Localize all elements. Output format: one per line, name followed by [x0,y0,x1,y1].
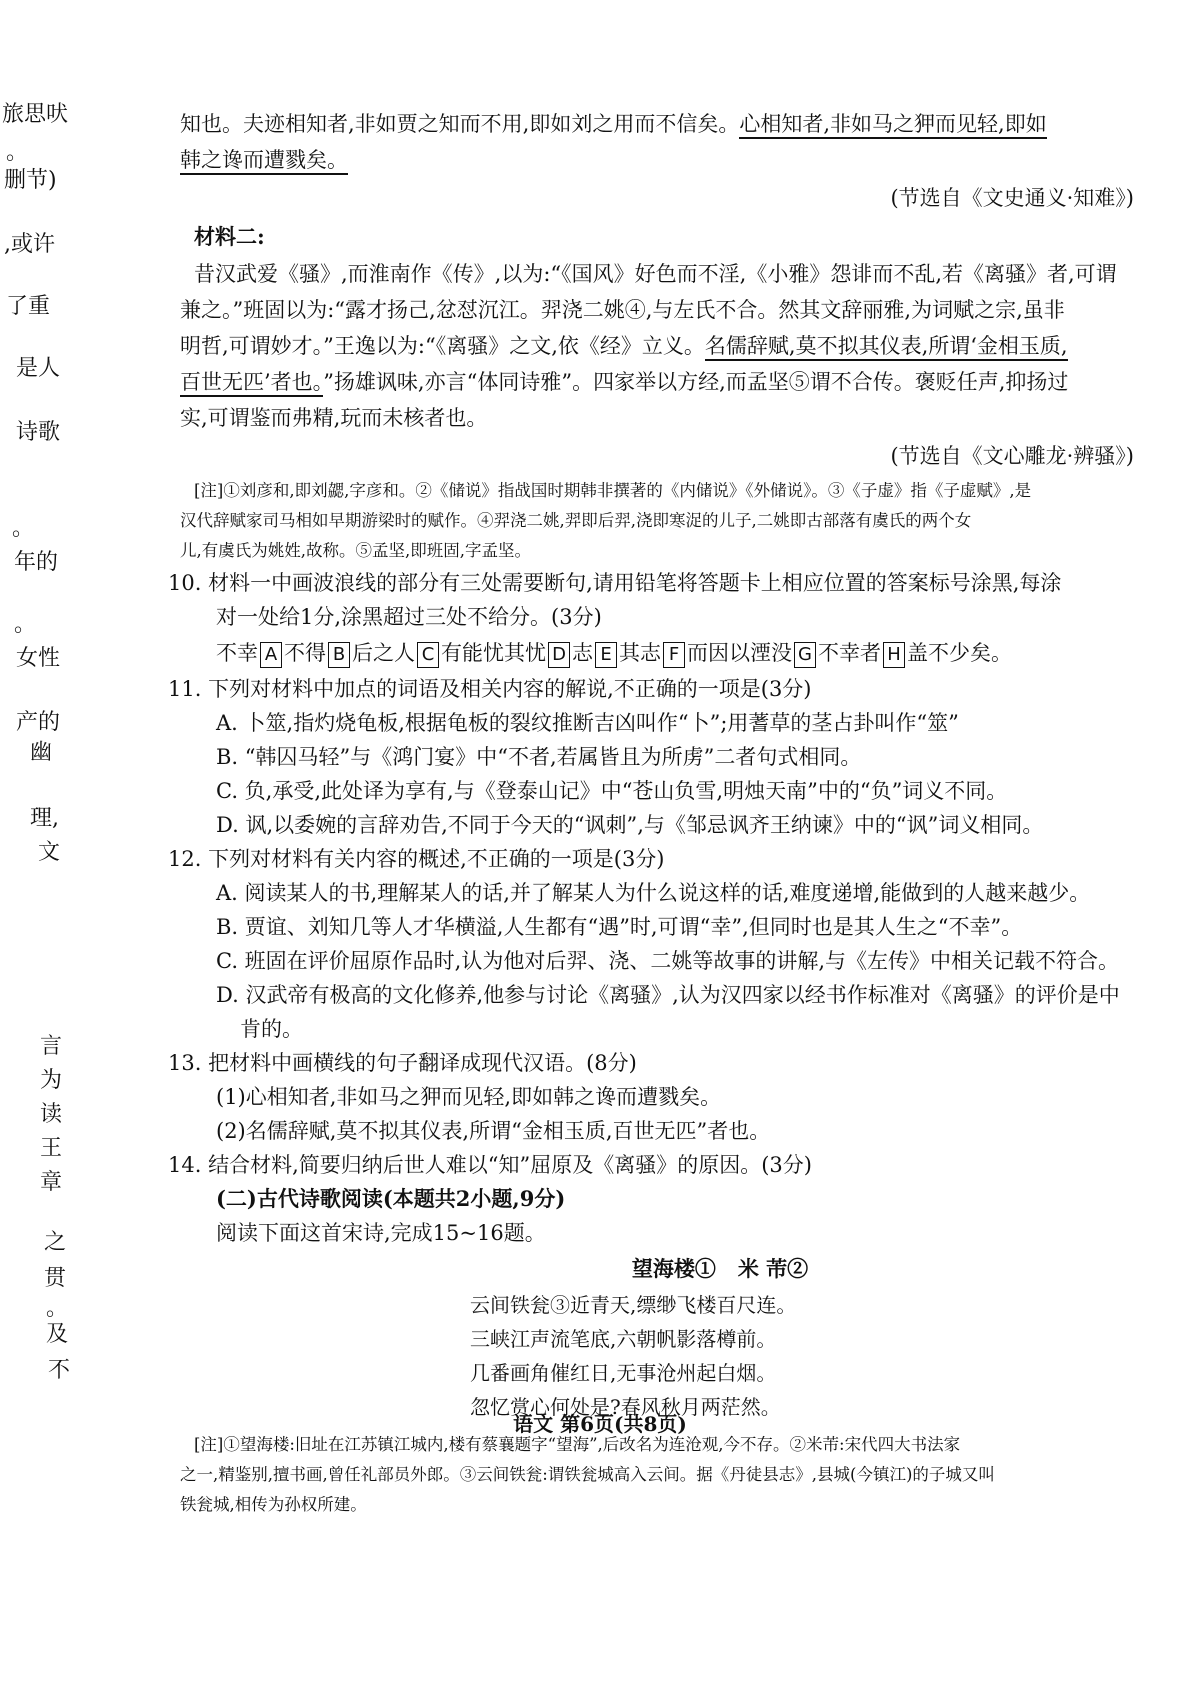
note-line: 儿,有虞氏为姚姓,故称。⑤孟坚,即班固,字孟坚。 [180,541,531,560]
note-line: [注]①刘彦和,即刘勰,字彦和。②《储说》指战国时期韩非撰著的《内储说》《外储说》。③《子虚》指《子虚赋》,是 [194,481,1032,500]
underlined-sentence: 心相知者,非如马之狎而见轻,即如 [739,112,1046,139]
margin-fragment: 读 [40,1102,63,1127]
underlined-sentence: 韩之谗而遭戮矣。 [180,148,348,175]
segment-text: 不幸者 [818,641,881,665]
question-10-stem-cont: 对一处给1分,涂黑超过三处不给分。(3分) [216,605,602,629]
question-12-option-d[interactable]: D. 汉武帝有极高的文化修养,他参与讨论《离骚》,认为汉四家以经书作标准对《离骚》的评价是中 [216,983,1120,1007]
margin-fragment: 及 [46,1322,69,1347]
question-10-stem: 10. 材料一中画波浪线的部分有三处需要断句,请用铅笔将答题卡上相应位置的答案标号涂黑,每涂 [168,571,1062,595]
answer-box-b[interactable]: B [328,642,350,668]
question-12-option-c[interactable]: C. 班固在评价屈原作品时,认为他对后羿、浇、二姚等故事的讲解,与《左传》中相关记载不符合。 [216,949,1120,973]
underlined-sentence: 名儒辞赋,莫不拟其仪表,所谓‘金相玉质, [705,334,1068,361]
question-10-segments [180,634,1140,672]
answer-box-h[interactable]: H [883,642,905,668]
poem-line: 三峡江声流笔底,六朝帆影落樽前。 [470,1327,777,1351]
underlined-sentence: 百世无匹’者也。 [180,370,323,397]
segment-text: 不得 [284,641,326,665]
margin-fragment: 。 [6,140,29,165]
answer-box-f[interactable]: F [663,642,685,668]
question-13-stem: 13. 把材料中画横线的句子翻译成现代汉语。(8分) [168,1051,637,1075]
margin-fragment: 章 [40,1170,63,1195]
left-margin-fragments [0,0,80,1697]
text-span: ”扬雄讽味,亦言“体同诗雅”。四家举以方经,而孟坚⑤谓不合传。褒贬任声,抑扬过 [323,370,1069,394]
poem-author: 米 芾② [737,1256,809,1281]
answer-box-a[interactable]: A [260,642,282,668]
question-13-item: (2)名儒辞赋,莫不拟其仪表,所谓“金相玉质,百世无匹”者也。 [216,1119,771,1143]
margin-fragment: 不 [48,1358,71,1383]
margin-fragment: 言 [40,1034,63,1059]
question-11-option-d[interactable]: D. 讽,以委婉的言辞劝告,不同于今天的“讽刺”,与《邹忌讽齐王纳谏》中的“讽”词义相同。 [216,813,1044,837]
segment-text: 后之人 [352,641,415,665]
question-12-option-d-cont: 肯的。 [240,1017,303,1041]
margin-fragment: 年的 [14,550,59,575]
segment-text: 盖不少矣。 [907,641,1012,665]
text-span: 知也。夫迹相知者,非如贾之知而不用,即如刘之用而不信矣。 [180,112,740,136]
poem-line: 忽忆赏心何处是?春风秋月两茫然。 [470,1395,781,1419]
question-14-stem: 14. 结合材料,简要归纳后世人难以“知”屈原及《离骚》的原因。(3分) [168,1153,812,1177]
segment-text: 不幸 [216,641,258,665]
question-12-option-a[interactable]: A. 阅读某人的书,理解某人的话,并了解某人为什么说这样的话,难度递增,能做到的人越来越少。 [216,881,1091,905]
margin-fragment: 文 [38,840,61,865]
margin-fragment: 理, [30,806,59,831]
answer-box-g[interactable]: G [794,642,816,668]
margin-fragment: 之 [44,1230,67,1255]
exam-page [168,106,1140,1520]
answer-box-e[interactable]: E [595,642,617,668]
material2-source: (节选自《文心雕龙·辨骚》) [890,444,1134,468]
material2-line [180,328,1140,364]
margin-fragment: 旅思吠 [2,102,69,127]
material2-heading: 材料二: [194,224,265,249]
segment-text: 其志 [619,641,661,665]
margin-fragment: 产的 [16,710,61,735]
note-line: 铁瓮城,相传为孙权所建。 [180,1495,367,1514]
poem-line: 几番画角催红日,无事沧州起白烟。 [470,1361,777,1385]
segment-text: 志 [572,641,593,665]
margin-fragment: 贯 [44,1266,67,1291]
text-span: 明哲,可谓妙才。”王逸以为:“《离骚》之文,依《经》立义。 [180,334,705,358]
segment-text: 有能忧其忧 [441,641,546,665]
answer-box-d[interactable]: D [548,642,570,668]
material2-line [180,364,1140,400]
section-2-heading: (二)古代诗歌阅读(本题共2小题,9分) [216,1186,566,1211]
poem-title-row [300,1250,1140,1288]
material2-line: 兼之。”班固以为:“露才扬己,忿怼沉江。羿浇二姚④,与左氏不合。然其文辞丽雅,为词赋之宗,虽非 [180,298,1065,322]
poem-title: 望海楼① [631,1256,716,1281]
note-line: 汉代辞赋家司马相如早期游梁时的赋作。④羿浇二姚,羿即后羿,浇即寒浞的儿子,二姚即古部落有虞氏的两个女 [180,511,972,530]
segment-text: 而因以湮没 [687,641,792,665]
margin-fragment: 。 [14,612,37,637]
question-12-option-b[interactable]: B. 贾谊、刘知几等人才华横溢,人生都有“遇”时,可谓“幸”,但同时也是其人生之“不幸”。 [216,915,1023,939]
material1-source: (节选自《文史通义·知难》) [890,186,1134,210]
margin-fragment: 删节) [4,168,57,193]
margin-fragment: 是人 [16,356,61,381]
margin-fragment: 王 [40,1136,63,1161]
question-11-option-a[interactable]: A. 卜筮,指灼烧龟板,根据龟板的裂纹推断吉凶叫作“卜”;用蓍草的茎占卦叫作“筮” [216,711,959,735]
question-11-option-b[interactable]: B. “韩囚马轻”与《鸿门宴》中“不者,若属皆且为所虏”二者句式相同。 [216,745,862,769]
margin-fragment: 。 [12,516,35,541]
material1-line [180,142,1140,178]
answer-box-c[interactable]: C [417,642,439,668]
margin-fragment: 了重 [6,294,51,319]
question-11-stem: 11. 下列对材料中加点的词语及相关内容的解说,不正确的一项是(3分) [168,677,812,701]
margin-fragment: 诗歌 [16,420,61,445]
note-line: 之一,精鉴别,擅书画,曾任礼部员外郎。③云间铁瓮:谓铁瓮城高入云间。据《丹徒县志》,县城(今镇江)的子城又叫 [180,1465,995,1484]
note-line: [注]①望海楼:旧址在江苏镇江城内,楼有蔡襄题字“望海”,后改名为连沧观,今不存。②米芾:宋代四大书法家 [194,1435,961,1454]
question-12-stem: 12. 下列对材料有关内容的概述,不正确的一项是(3分) [168,847,665,871]
material2-line: 实,可谓鉴而弗精,玩而未核者也。 [180,406,488,430]
margin-fragment: ,或许 [4,232,55,257]
material1-line [180,106,1140,142]
poem-line: 云间铁瓮③近青天,缥缈飞楼百尺连。 [470,1293,797,1317]
question-11-option-c[interactable]: C. 负,承受,此处译为享有,与《登泰山记》中“苍山负雪,明烛天南”中的“负”词义不同。 [216,779,1008,803]
material2-line: 昔汉武爱《骚》,而淮南作《传》,以为:“《国风》好色而不淫,《小雅》怨诽而不乱,若《离骚》者,可谓 [194,262,1117,286]
margin-fragment: 女性 [16,646,61,671]
margin-fragment: 幽 [30,740,53,765]
margin-fragment: 为 [40,1068,63,1093]
question-13-item: (1)心相知者,非如马之狎而见轻,即如韩之谗而遭戮矣。 [216,1085,722,1109]
page-footer: 语文 第6页(共8页) [513,1412,687,1436]
section-2-intro: 阅读下面这首宋诗,完成15~16题。 [216,1221,546,1245]
margin-fragment: 。 [46,1296,69,1321]
